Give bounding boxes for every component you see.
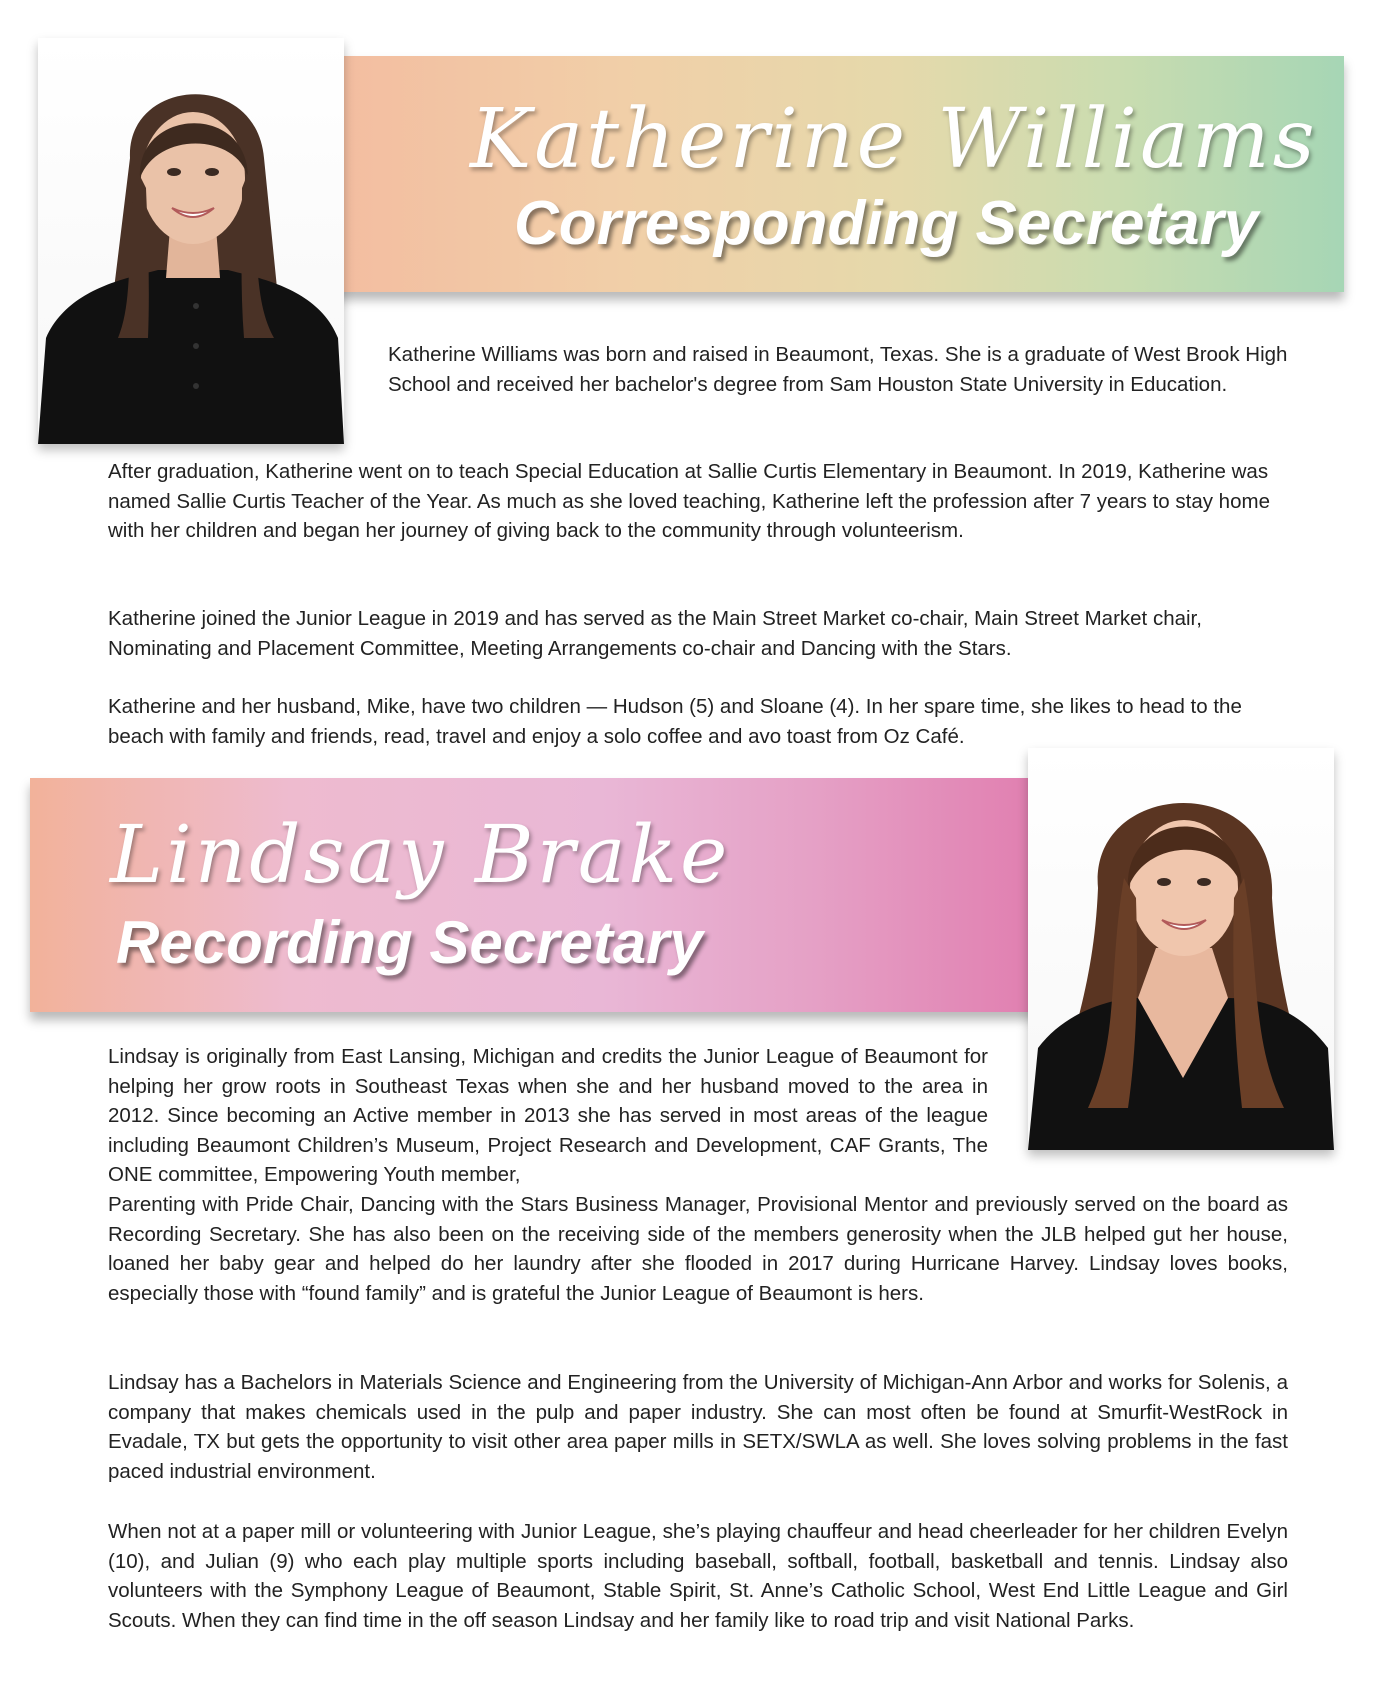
lindsay-role-title: Recording Secretary xyxy=(116,909,703,976)
lindsay-bio-service: Parenting with Pride Chair, Dancing with the Stars Business Manager, Provisional Mentor and previously served on the board as Recording Secretary. She has also been on the receiving side of the members generosity when the JLB helped gut her house, loaned her baby gear and helped do her laundry after she flooded in 2017 during Hurricane Harvey. Lindsay loves books, especially those with “found family” and is grateful the Junior League of Beaumont is hers. xyxy=(108,1193,1288,1305)
katherine-bio-career: After graduation, Katherine went on to teach Special Education at Sallie Curtis Elementary in Beaumont. In 2019, Katherine was named Sallie Curtis Teacher of the Year. As much as she loved teaching, Katherine left the profession after 7 years to stay home with her children and began her journey of giving back to the community through volunteerism. xyxy=(108,460,1270,542)
katherine-portrait-illustration xyxy=(38,38,344,444)
katherine-bio-family: Katherine and her husband, Mike, have two children — Hudson (5) and Sloane (4). In her spare time, she likes to head to the beach with family and friends, read, travel and enjoy a solo coffee and avo toast from Oz Café. xyxy=(108,695,1242,748)
katherine-role-title: Corresponding Secretary xyxy=(514,189,1259,258)
lindsay-bio-career: Lindsay has a Bachelors in Materials Science and Engineering from the University of Michigan-Ann Arbor and works for Solenis, a company that makes chemicals used in the pulp and paper industry. She can most often be found at Smurfit-WestRock in Evadale, TX but gets the opportunity to visit other area paper mills in SETX/SWLA as well. She loves solving problems in the fast paced industrial environment. xyxy=(108,1371,1288,1483)
lindsay-photo xyxy=(1028,748,1334,1150)
katherine-bio-intro: Katherine Williams was born and raised in Beaumont, Texas. She is a graduate of West Brook High School and received her bachelor's degree from Sam Houston State University in Education. xyxy=(388,343,1288,396)
katherine-photo xyxy=(38,38,344,444)
lindsay-bio-intro: Lindsay is originally from East Lansing, Michigan and credits the Junior League of Beaumont for helping her grow roots in Southeast Texas when she and her husband moved to the area in 2012. Since becoming an Active member in 2013 she has served in most areas of the league including Beaumont Children’s Museum, Project Research and Development, CAF Grants, The ONE committee, Empowering Youth member, xyxy=(108,1045,988,1186)
lindsay-portrait-illustration xyxy=(1028,748,1334,1150)
lindsay-bio-family: When not at a paper mill or volunteering with Junior League, she’s playing chauffeur and head cheerleader for her children Evelyn (10), and Julian (9) who each play multiple sports including baseball, softball, football, basketball and tennis. Lindsay also volunteers with the Symphony League of Beaumont, Stable Spirit, St. Anne’s Catholic School, West End Little League and Girl Scouts. When they can find time in the off season Lindsay and her family like to road trip and visit National Parks. xyxy=(108,1520,1288,1632)
katherine-bio-league: Katherine joined the Junior League in 2019 and has served as the Main Street Market co-chair, Main Street Market chair, Nominating and Placement Committee, Meeting Arrangements co-chair and Dancing with the Stars. xyxy=(108,607,1202,660)
lindsay-name-script: Lindsay Brake xyxy=(110,808,731,901)
katherine-name-script: Katherine Williams xyxy=(470,92,1318,187)
